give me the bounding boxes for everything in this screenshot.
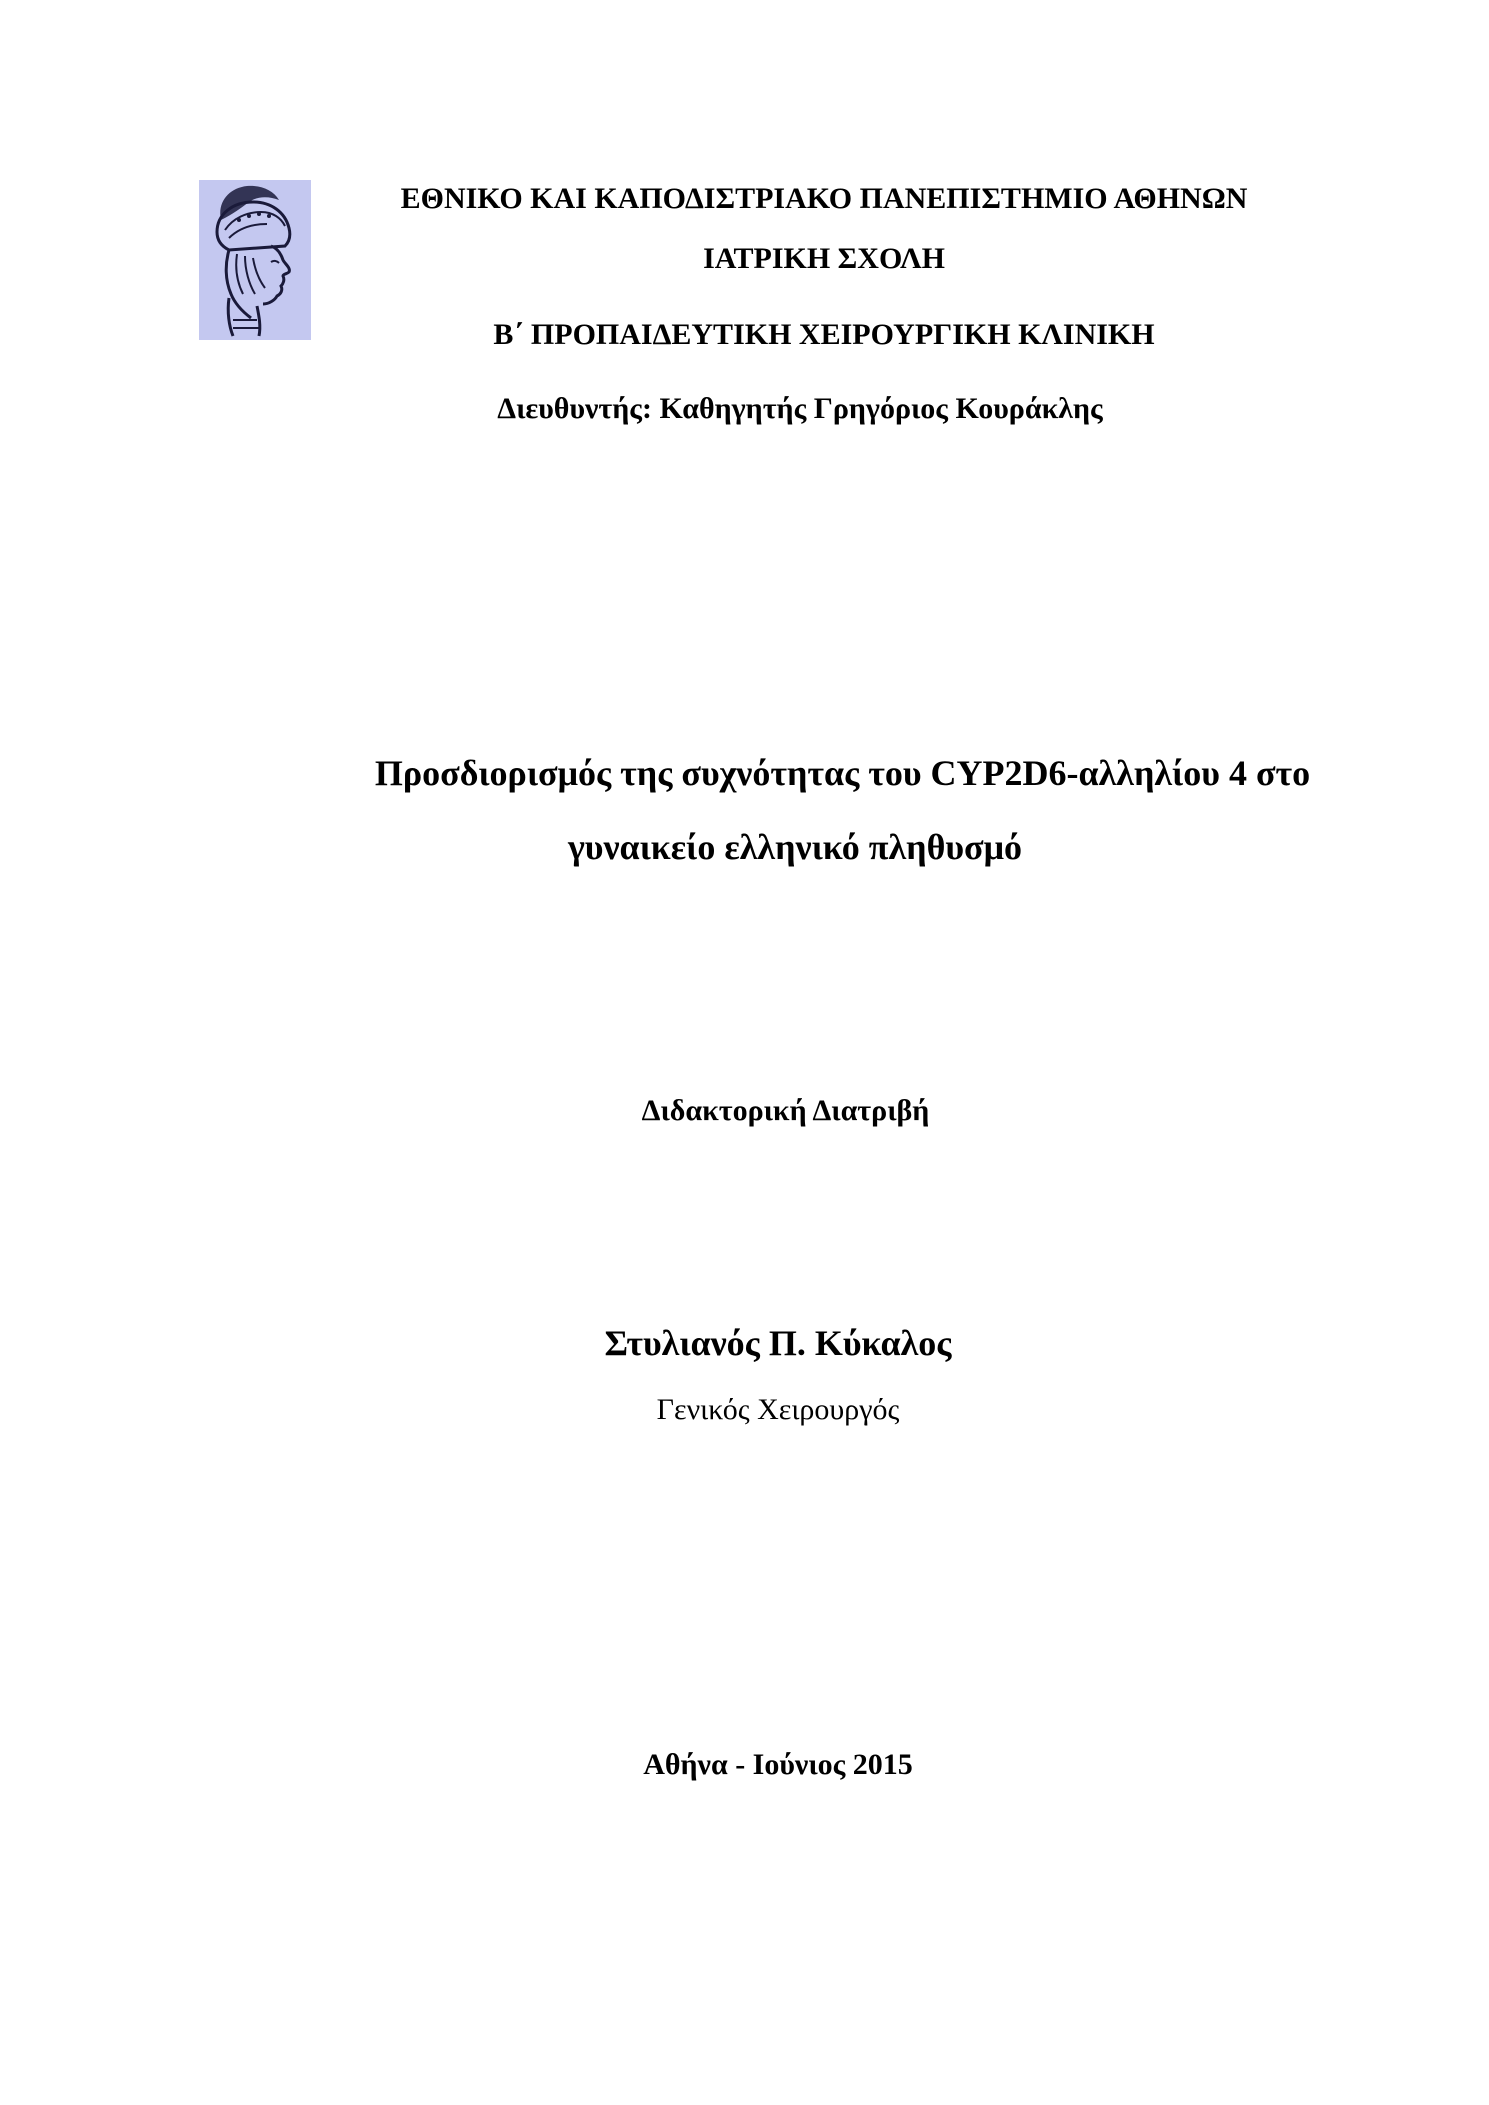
place-date: Αθήνα - Ιούνιος 2015 (643, 1748, 913, 1781)
clinic-name: Β΄ ΠΡΟΠΑΙΔΕΥΤΙΚΗ ΧΕΙΡΟΥΡΓΙΚΗ ΚΛΙΝΙΚΗ (493, 318, 1155, 351)
thesis-title-line-2: γυναικείο ελληνικό πληθυσμό (567, 827, 1023, 867)
director-line: Διευθυντής: Καθηγητής Γρηγόριος Κουράκλης (497, 392, 1103, 425)
thesis-title-line-1: Προσδιορισμός της συχνότητας του CYP2D6-αλληλίου 4 στο (374, 753, 1311, 793)
thesis-type: Διδακτορική Διατριβή (641, 1094, 930, 1127)
university-name: ΕΘΝΙΚΟ ΚΑΙ ΚΑΠΟΔΙΣΤΡΙΑΚΟ ΠΑΝΕΠΙΣΤΗΜΙΟ ΑΘΗΝΩΝ (400, 182, 1248, 215)
author-role: Γενικός Χειρουργός (656, 1393, 900, 1426)
athena-helmet-head-icon (199, 180, 311, 340)
author-name: Στυλιανός Π. Κύκαλος (604, 1323, 952, 1363)
school-name: ΙΑΤΡΙΚΗ ΣΧΟΛΗ (703, 242, 945, 275)
